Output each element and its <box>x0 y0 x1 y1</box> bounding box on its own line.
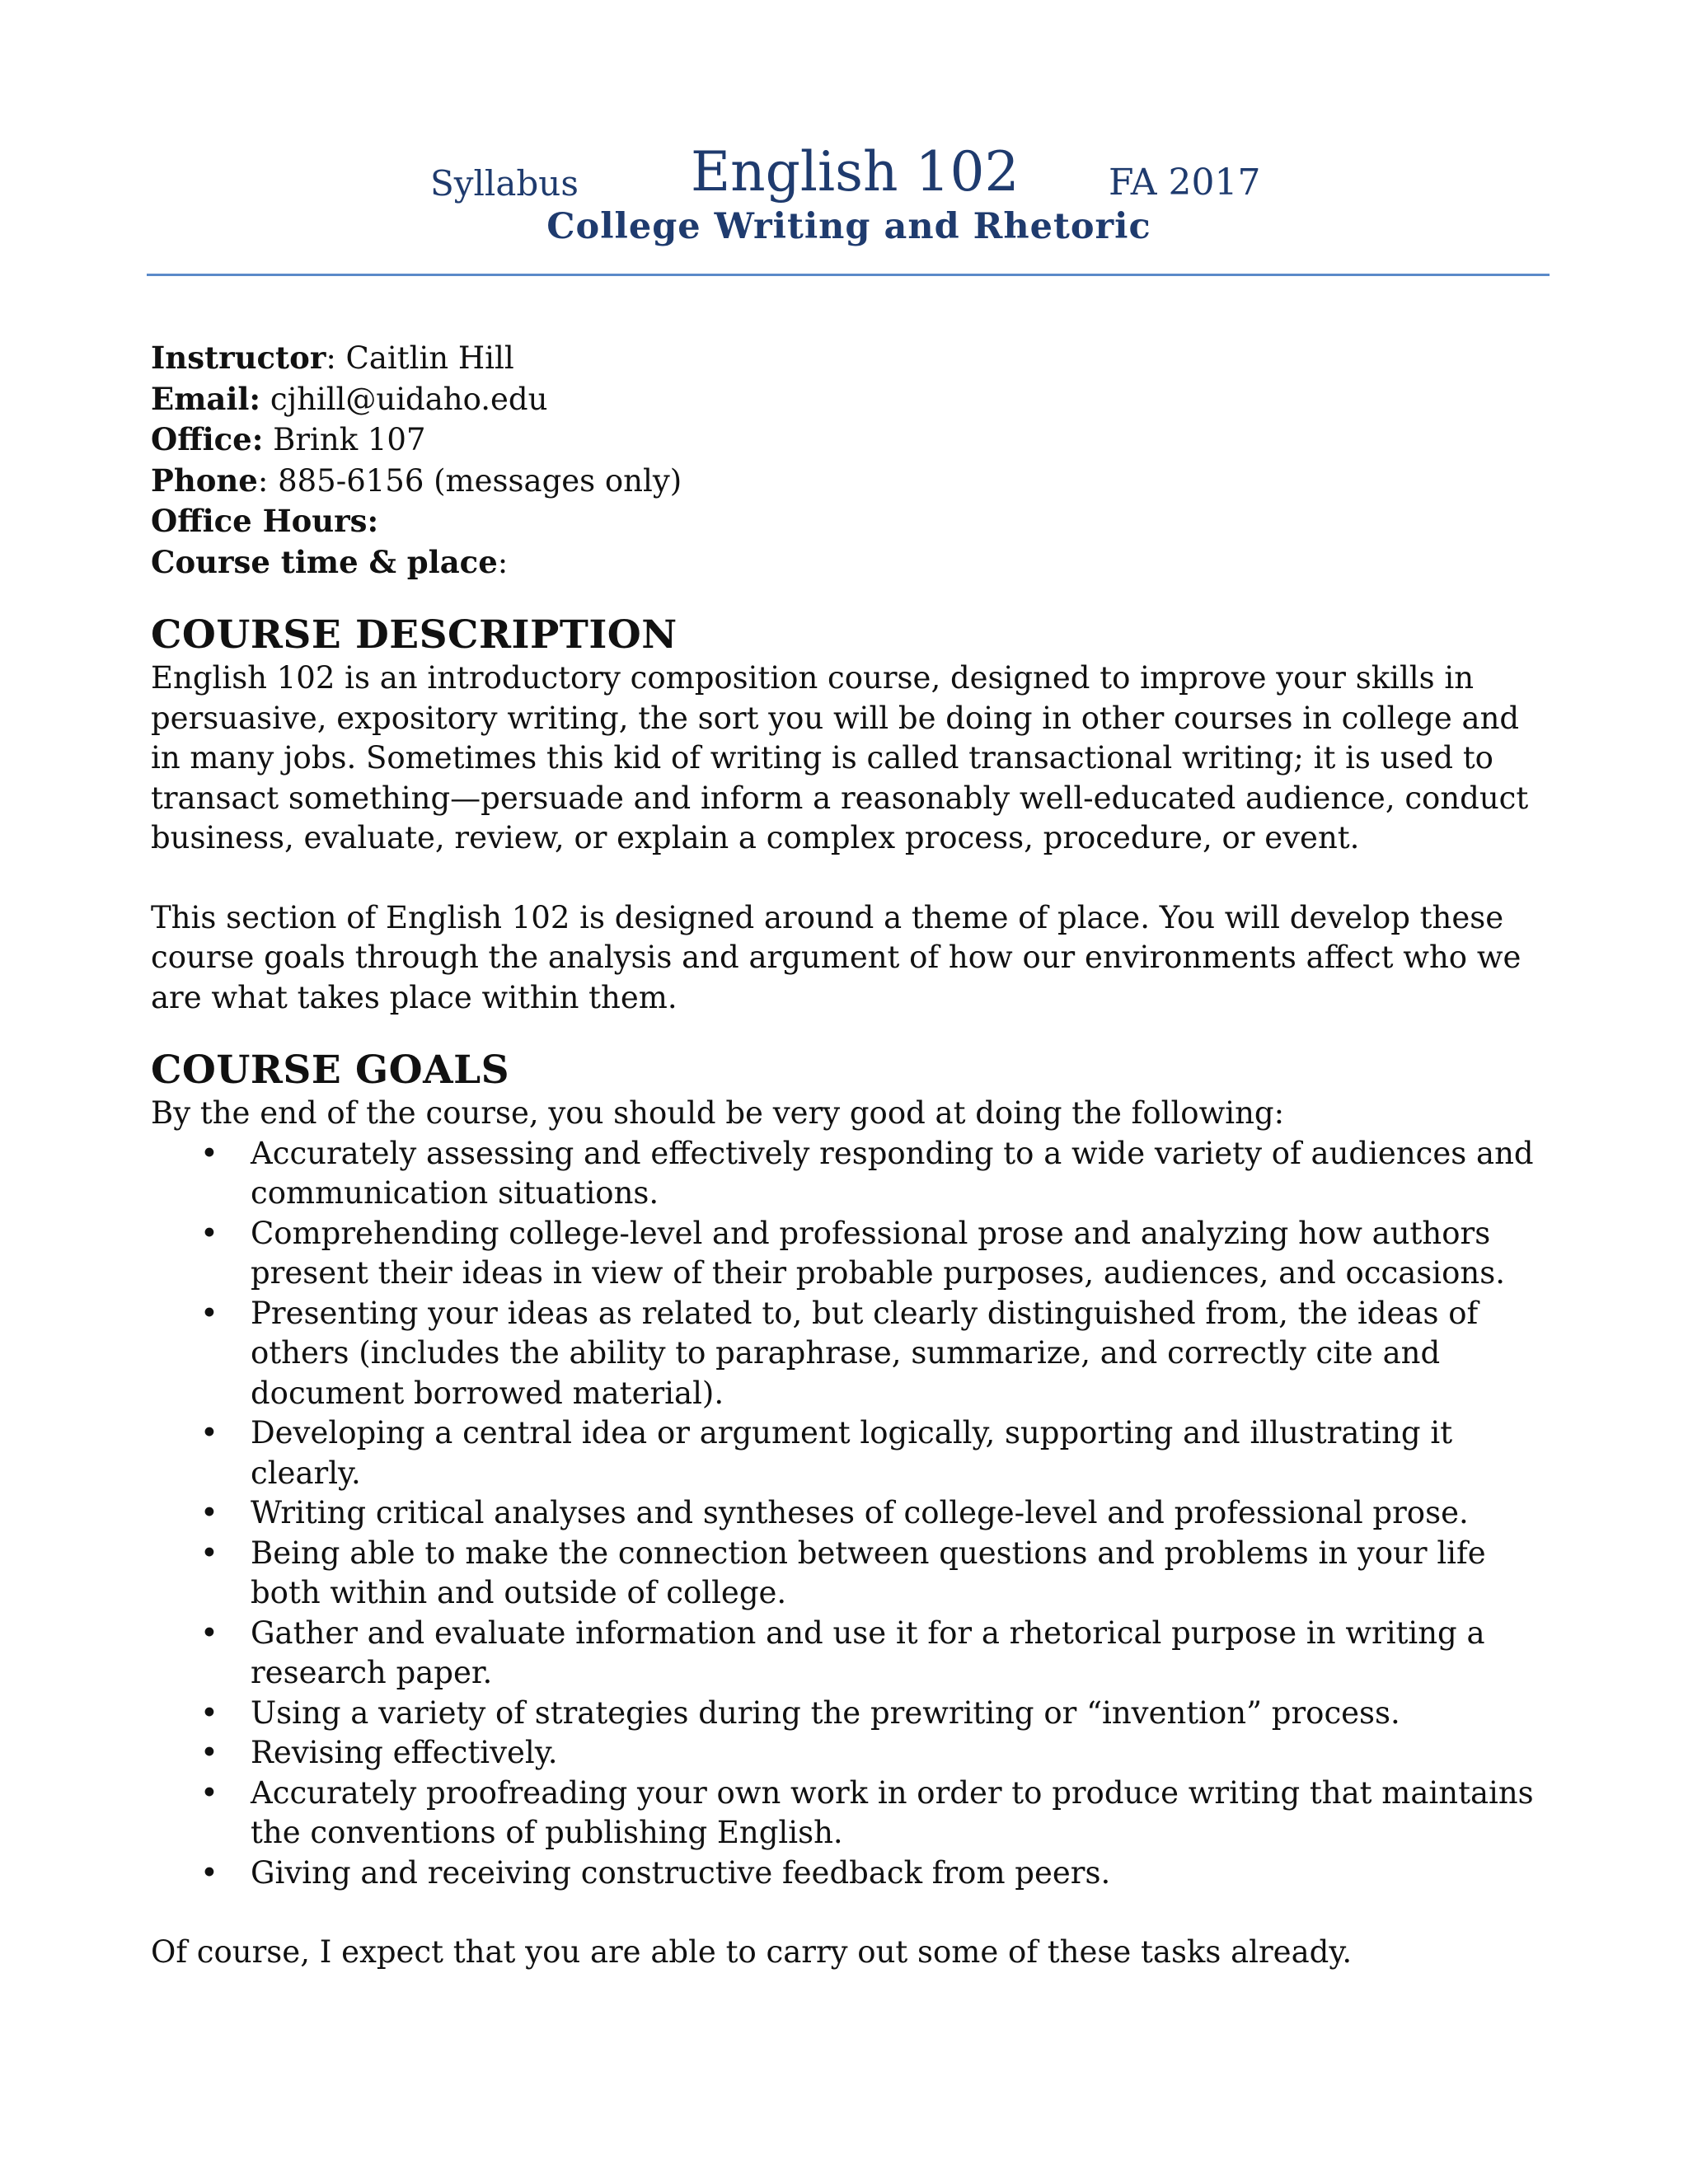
document-body <box>151 338 1552 1973</box>
goal-text: Accurately assessing and effectively responding to a wide variety of audiences and communication situations. <box>251 1135 1534 1211</box>
document-type-label: Syllabus <box>430 163 579 204</box>
document-header <box>148 140 1550 280</box>
goal-text: Developing a central idea or argument logically, supporting and illustrating it clearly. <box>251 1415 1453 1491</box>
description-paragraph-1: English 102 is an introductory composition course, designed to improve your skills in persuasive, expository writing, the sort you will be doing in other courses in college and in many jobs. Sometimes this kid of writing is called transactional writing; it is used to transact something—persuade and inform a reasonably well-educated audience, conduct business, evaluate, review, or explain a complex process, procedure, or event. <box>151 660 1529 855</box>
instructor-label: Instructor <box>151 340 326 376</box>
goal-text: Presenting your ideas as related to, but clearly distinguished from, the ideas of others (includes the ability to paraphrase, summarize, and correctly cite and document borrowed material). <box>251 1295 1479 1411</box>
office-value: Brink 107 <box>263 422 426 457</box>
email-label: Email: <box>151 380 261 417</box>
goal-text: Writing critical analyses and syntheses of college-level and professional prose. <box>251 1495 1469 1530</box>
office-line <box>151 419 1552 461</box>
list-item <box>151 1694 1552 1734</box>
list-item <box>151 1534 1552 1614</box>
goal-text: Accurately proofreading your own work in order to produce writing that maintains the conventions of publishing English. <box>251 1774 1534 1850</box>
bullet-icon: • <box>200 1854 218 1891</box>
goal-text: Being able to make the connection between questions and problems in your life both within and outside of college. <box>251 1535 1486 1610</box>
office-label: Office: <box>151 421 264 457</box>
bullet-icon: • <box>200 1495 218 1530</box>
course-time-label: Course time & place <box>151 543 498 580</box>
course-description-heading: COURSE DESCRIPTION <box>151 612 678 658</box>
bullet-icon: • <box>200 1615 218 1651</box>
email-line <box>151 379 1552 420</box>
list-item <box>151 1134 1552 1214</box>
bullet-icon: • <box>200 1415 218 1451</box>
list-item <box>151 1614 1552 1694</box>
bullet-icon: • <box>200 1735 218 1770</box>
term-label: FA 2017 <box>1109 162 1261 204</box>
list-item <box>151 1774 1552 1854</box>
phone-label: Phone <box>151 462 258 499</box>
goal-text: Using a variety of strategies during the prewriting or “invention” process. <box>251 1694 1400 1731</box>
bullet-icon: • <box>200 1295 218 1331</box>
list-item <box>151 1214 1552 1294</box>
description-paragraph-2: This section of English 102 is designed around a theme of place. You will develop these course goals through the analysis and argument of how our environments affect who we are what takes place within them. <box>151 899 1522 1015</box>
header-divider <box>147 274 1550 276</box>
goal-text: Comprehending college-level and professional prose and analyzing how authors present their ideas in view of their probable purposes, audiences, and occasions. <box>251 1215 1505 1291</box>
bullet-icon: • <box>200 1694 218 1731</box>
goal-text: Gather and evaluate information and use it for a rhetorical purpose in writing a research paper. <box>251 1615 1485 1690</box>
closing-paragraph: Of course, I expect that you are able to carry out some of these tasks already. <box>151 1934 1353 1970</box>
list-item <box>151 1854 1552 1894</box>
course-goals-heading: COURSE GOALS <box>151 1047 510 1093</box>
goal-text: Giving and receiving constructive feedback from peers. <box>251 1854 1111 1891</box>
office-hours-label: Office Hours: <box>151 503 379 539</box>
phone-value: : 885-6156 (messages only) <box>257 462 682 499</box>
goal-text: Revising effectively. <box>251 1735 558 1770</box>
goals-intro: By the end of the course, you should be very good at doing the following: <box>151 1095 1285 1131</box>
bullet-icon: • <box>200 1135 218 1171</box>
instructor-info <box>151 338 1552 583</box>
bullet-icon: • <box>200 1535 218 1571</box>
office-hours-line <box>151 501 1552 542</box>
course-title: English 102 <box>691 140 1020 204</box>
list-item <box>151 1413 1552 1493</box>
course-time-value: : <box>497 544 509 580</box>
course-subtitle: College Writing and Rhetoric <box>546 206 1151 247</box>
list-item <box>151 1493 1552 1534</box>
list-item <box>151 1294 1552 1414</box>
goals-list <box>151 1134 1552 1894</box>
list-item <box>151 1733 1552 1774</box>
bullet-icon: • <box>200 1215 218 1251</box>
instructor-value: : Caitlin Hill <box>326 340 514 376</box>
course-time-line <box>151 542 1552 583</box>
instructor-line <box>151 338 1552 379</box>
phone-line <box>151 461 1552 502</box>
bullet-icon: • <box>200 1774 218 1811</box>
email-value: cjhill@uidaho.edu <box>260 381 548 417</box>
